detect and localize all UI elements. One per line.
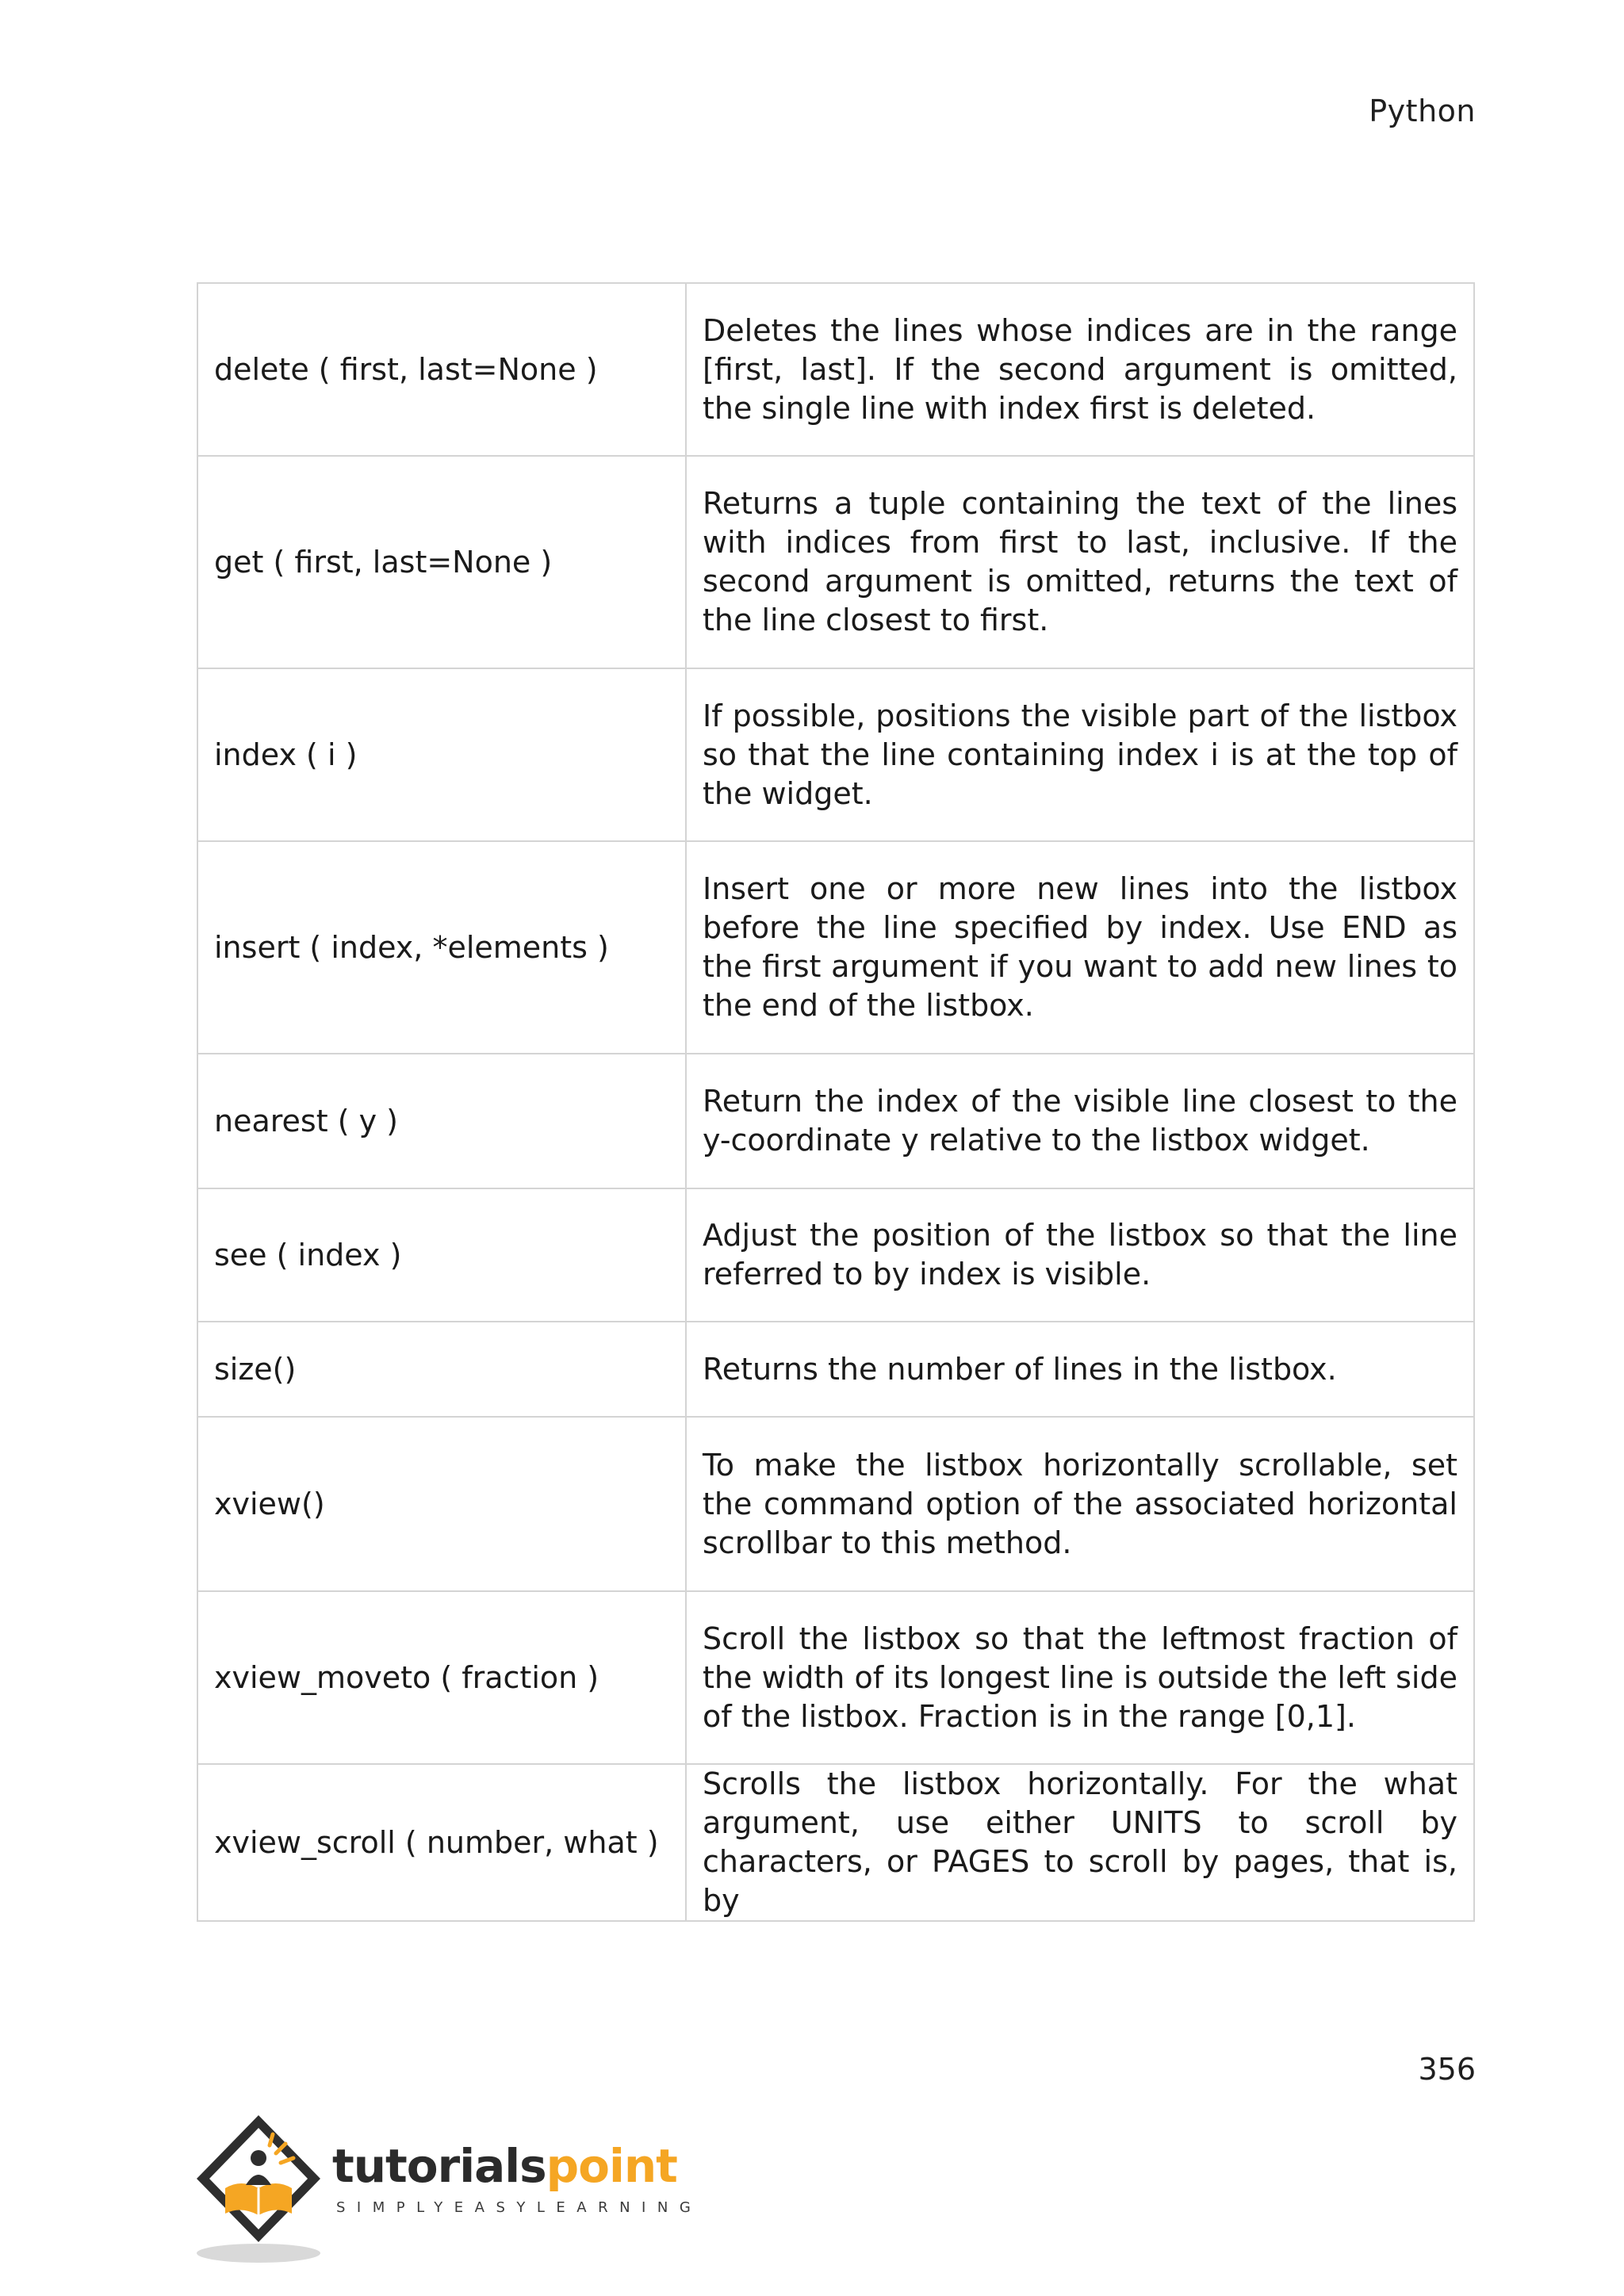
method-description: Scrolls the listbox horizontally. For the what argument, use either UNITS to scroll by characters, or PAGES to scroll by pages, that is, by <box>686 1764 1474 1921</box>
logo-wordmark <box>332 2139 677 2193</box>
tutorialspoint-logo <box>193 2112 703 2271</box>
method-description: Returns the number of lines in the listbox. <box>686 1322 1474 1417</box>
method-description: Adjust the position of the listbox so that the line referred to by index is visible. <box>686 1188 1474 1322</box>
table-row <box>197 841 1474 1054</box>
logo-word-point: point <box>546 2139 677 2193</box>
logo-tagline: SIMPLYEASYLEARNING <box>336 2199 703 2216</box>
method-description: Deletes the lines whose indices are in the range [first, last]. If the second argument is omitted, the single line with index first is deleted. <box>686 283 1474 456</box>
method-signature: xview_moveto ( fraction ) <box>197 1591 686 1764</box>
method-signature: index ( i ) <box>197 668 686 841</box>
method-signature: see ( index ) <box>197 1188 686 1322</box>
table-row <box>197 456 1474 668</box>
table-row <box>197 1417 1474 1591</box>
method-description: Returns a tuple containing the text of the lines with indices from first to last, inclusive. If the second argument is omitted, returns the text of the line closest to first. <box>686 456 1474 668</box>
method-description: Return the index of the visible line closest to the y-coordinate y relative to the listbox widget. <box>686 1054 1474 1188</box>
table-row <box>197 1054 1474 1188</box>
method-signature: insert ( index, *elements ) <box>197 841 686 1054</box>
table-row <box>197 1188 1474 1322</box>
method-signature: get ( first, last=None ) <box>197 456 686 668</box>
method-signature: delete ( first, last=None ) <box>197 283 686 456</box>
method-description: Insert one or more new lines into the listbox before the line specified by index. Use END as the first argument if you want to add new lines to the end of the listbox. <box>686 841 1474 1054</box>
logo-word-tutorials: tutorials <box>332 2139 546 2193</box>
method-description: To make the listbox horizontally scrollable, set the command option of the associated horizontal scrollbar to this method. <box>686 1417 1474 1591</box>
running-header-title: Python <box>1369 94 1476 128</box>
method-description: Scroll the listbox so that the leftmost fraction of the width of its longest line is outside the left side of the listbox. Fraction is in the range [0,1]. <box>686 1591 1474 1764</box>
tutorialspoint-logo-icon <box>193 2112 336 2271</box>
table-row <box>197 668 1474 841</box>
method-description: If possible, positions the visible part of the listbox so that the line containing index i is at the top of the widget. <box>686 668 1474 841</box>
method-signature: xview() <box>197 1417 686 1591</box>
table-row <box>197 1322 1474 1417</box>
table-row <box>197 1591 1474 1764</box>
method-signature: nearest ( y ) <box>197 1054 686 1188</box>
page-number: 356 <box>1418 2052 1476 2087</box>
listbox-methods-table <box>197 282 1475 1922</box>
method-signature: size() <box>197 1322 686 1417</box>
table-row <box>197 1764 1474 1921</box>
method-signature: xview_scroll ( number, what ) <box>197 1764 686 1921</box>
table-row <box>197 283 1474 456</box>
